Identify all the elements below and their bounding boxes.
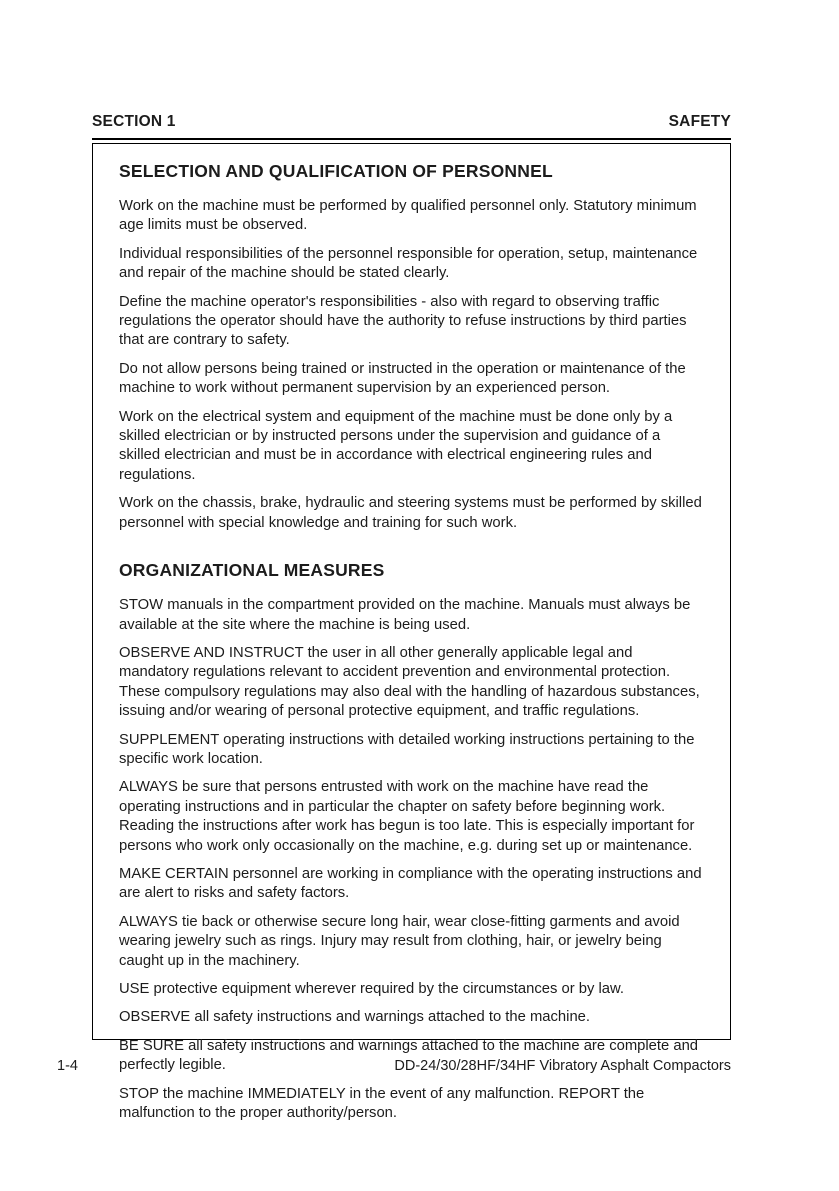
page-footer	[57, 1058, 731, 1074]
paragraph: OBSERVE AND INSTRUCT the user in all other generally applicable legal and mandatory regulations relevant to accident prevention and environmental protection. These compulsory regulations may also deal with the handling of hazardous substances, issuing and/or wearing of personal protective equipment, and traffic regulations.	[119, 644, 700, 720]
paragraph: MAKE CERTAIN personnel are working in compliance with the operating instructions and are alert to risks and safety factors.	[119, 865, 702, 902]
footer-document-title: DD-24/30/28HF/34HF Vibratory Asphalt Compactors	[394, 1058, 731, 1074]
paragraph: STOP the machine IMMEDIATELY in the event of any malfunction. REPORT the malfunction to the proper authority/person.	[119, 1085, 645, 1122]
paragraph: BE SURE all safety instructions and warnings attached to the machine are complete and perfectly legible.	[119, 1037, 699, 1074]
paragraph: STOW manuals in the compartment provided on the machine. Manuals must always be available at the site where the machine is being used.	[119, 597, 691, 633]
paragraph: Work on the chassis, brake, hydraulic and steering systems must be performed by skilled personnel with special knowledge and training for such work.	[119, 495, 702, 531]
footer-page-number: 1-4	[57, 1058, 78, 1074]
paragraph: ALWAYS tie back or otherwise secure long hair, wear close-fitting garments and avoid wearing jewelry such as rings. Injury may result from clothing, hair, or jewelry being caught up in the machinery.	[119, 913, 680, 969]
paragraph: USE protective equipment wherever required by the circumstances or by law.	[119, 981, 624, 997]
header-section-label: SECTION 1	[92, 113, 176, 130]
paragraph: ALWAYS be sure that persons entrusted with work on the machine have read the operating instructions and in particular the chapter on safety before beginning work. Reading the instructions after work has begun is too late. This is especially important for persons who work only occasionally on the machine, e.g. during set up or maintenance.	[119, 779, 695, 854]
header-chapter-label: SAFETY	[668, 113, 731, 130]
paragraph: Define the machine operator's responsibilities - also with regard to observing traffic regulations the operator should have the authority to refuse instructions by third parties that are contrary to safety.	[119, 293, 687, 349]
paragraph: Do not allow persons being trained or instructed in the operation or maintenance of the machine to work without permanent supervision by an experienced person.	[119, 360, 686, 397]
paragraph: OBSERVE all safety instructions and warnings attached to the machine.	[119, 1009, 591, 1026]
paragraph: SUPPLEMENT operating instructions with detailed working instructions pertaining to the specific work location.	[119, 731, 695, 767]
section-heading-personnel: SELECTION AND QUALIFICATION OF PERSONNEL	[119, 161, 553, 181]
paragraph: Work on the electrical system and equipment of the machine must be done only by a skilled electrician or by instructed persons under the supervision and guidance of a skilled electrician and must be in accordance with electrical engineering rules and regulations.	[119, 408, 673, 483]
paragraph: Work on the machine must be performed by qualified personnel only. Statutory minimum age limits must be observed.	[119, 198, 697, 234]
page-header	[92, 113, 731, 140]
section-heading-organizational: ORGANIZATIONAL MEASURES	[119, 560, 385, 581]
paragraph: Individual responsibilities of the personnel responsible for operation, setup, maintenance and repair of the machine should be stated clearly.	[119, 245, 698, 282]
